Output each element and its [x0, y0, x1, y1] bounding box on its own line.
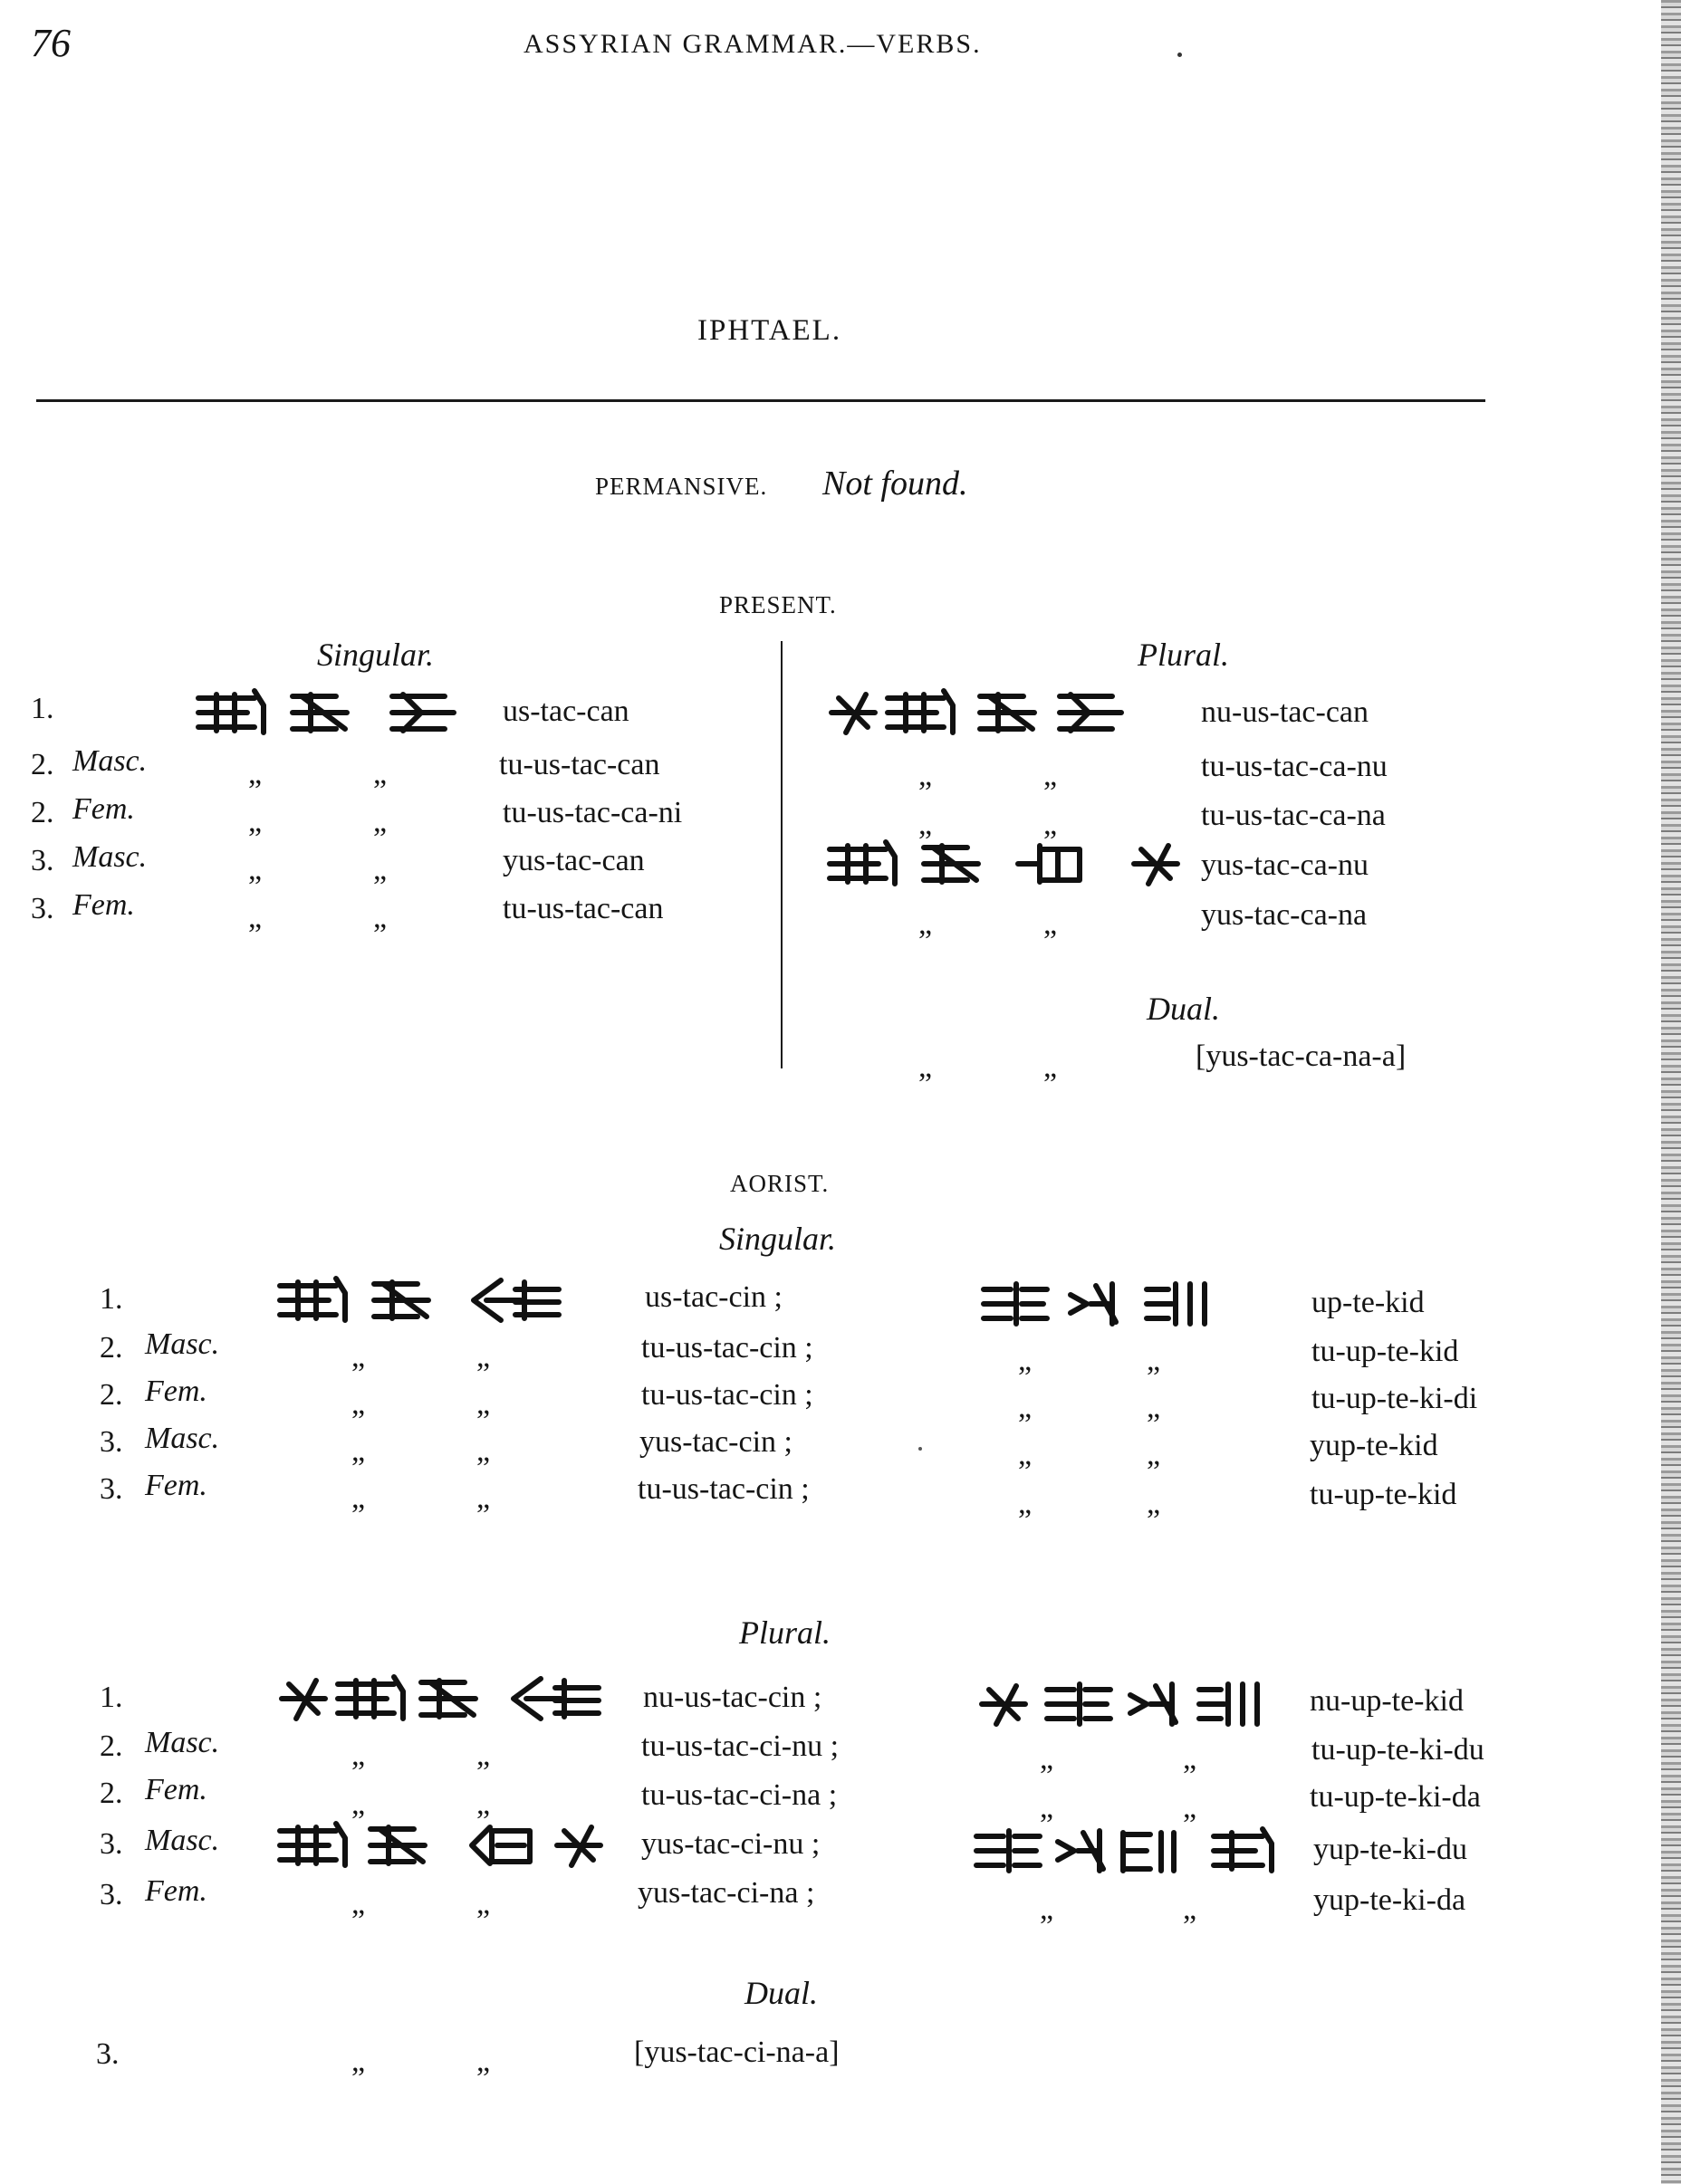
gender-label: Fem. [145, 1375, 207, 1408]
page-edge [1661, 0, 1681, 2184]
person-number: 2. [31, 748, 54, 781]
present-plural-heading: Plural. [1138, 637, 1230, 673]
ditto-mark: „ [476, 1481, 491, 1515]
page-speck [1177, 53, 1182, 57]
transliteration: us-tac-can [503, 694, 629, 728]
section-rule [36, 399, 1485, 402]
ditto-mark: „ [351, 1787, 366, 1821]
ditto-mark: „ [918, 808, 933, 841]
transliteration: tu-up-te-ki-du [1311, 1733, 1484, 1767]
transliteration: tu-us-tac-ca-ni [503, 796, 683, 829]
person-number: 3. [100, 1472, 123, 1506]
ditto-mark: „ [476, 1887, 491, 1921]
person-number: 3. [100, 1878, 123, 1911]
transliteration: yus-tac-can [503, 844, 645, 877]
person-number: 2. [31, 796, 54, 829]
ditto-mark: „ [373, 853, 388, 886]
ditto-mark: „ [248, 805, 263, 838]
aorist-dual-heading: Dual. [744, 1975, 818, 2011]
ditto-mark: „ [351, 1739, 366, 1772]
transliteration: yus-tac-ca-na [1201, 898, 1368, 932]
transliteration: tu-us-tac-ca-nu [1201, 750, 1388, 783]
gender-label: Masc. [72, 744, 148, 778]
ditto-mark: „ [1040, 1791, 1054, 1825]
ditto-mark: „ [1043, 1050, 1058, 1084]
transliteration: nu-us-tac-cin ; [643, 1681, 822, 1714]
transliteration: tu-us-tac-cin ; [641, 1378, 813, 1412]
ditto-mark: „ [918, 759, 933, 792]
ditto-mark: „ [918, 1050, 933, 1084]
cuneiform-signs [826, 837, 1188, 891]
transliteration: yup-te-ki-du [1313, 1833, 1467, 1866]
ditto-mark: „ [351, 1340, 366, 1374]
aorist-label: AORIST. [730, 1170, 830, 1197]
gender-label: Fem. [145, 1773, 207, 1806]
transliteration: us-tac-cin ; [645, 1280, 783, 1314]
transliteration: yus-tac-ca-nu [1201, 848, 1369, 882]
cuneiform-signs [976, 1677, 1275, 1731]
ditto-mark: „ [1147, 1391, 1161, 1424]
transliteration: tu-us-tac-ci-na ; [641, 1778, 838, 1812]
cuneiform-signs [276, 1273, 584, 1327]
permansive-label: PERMANSIVE. [595, 473, 768, 500]
ditto-mark: „ [1040, 1742, 1054, 1776]
ditto-mark: „ [476, 2045, 491, 2078]
gender-label: Masc. [145, 1422, 220, 1455]
transliteration: tu-us-tac-ci-nu ; [641, 1729, 840, 1763]
ditto-mark: „ [476, 1787, 491, 1821]
ditto-mark: „ [1018, 1391, 1033, 1424]
gender-label: Masc. [145, 1327, 220, 1361]
transliteration: yup-te-ki-da [1313, 1883, 1466, 1917]
transliteration: yup-te-kid [1310, 1429, 1438, 1462]
page-number: 76 [31, 21, 71, 65]
ditto-mark: „ [351, 1887, 366, 1921]
cuneiform-signs [826, 685, 1152, 740]
transliteration: tu-up-te-ki-di [1311, 1382, 1478, 1415]
ditto-mark: „ [351, 1434, 366, 1468]
ditto-mark: „ [351, 1387, 366, 1421]
ditto-mark: „ [476, 1387, 491, 1421]
ditto-mark: „ [248, 853, 263, 886]
ditto-mark: „ [918, 907, 933, 941]
ditto-mark: „ [1043, 907, 1058, 941]
ditto-mark: „ [1018, 1344, 1033, 1377]
ditto-mark: „ [1040, 1892, 1054, 1926]
transliteration: tu-us-tac-can [499, 748, 660, 781]
gender-label: Masc. [145, 1824, 220, 1857]
cuneiform-signs [980, 1277, 1225, 1331]
gender-label: Fem. [72, 888, 135, 922]
gender-label: Masc. [145, 1726, 220, 1759]
transliteration: [yus-tac-ci-na-a] [634, 2036, 840, 2069]
person-number: 2. [100, 1378, 123, 1412]
present-dual-heading: Dual. [1147, 991, 1220, 1027]
running-title: ASSYRIAN GRAMMAR.—VERBS. [524, 29, 982, 59]
present-singular-heading: Singular. [317, 637, 435, 673]
ditto-mark: „ [1183, 1892, 1197, 1926]
transliteration: [yus-tac-ca-na-a] [1196, 1039, 1407, 1073]
person-number: 2. [100, 1777, 123, 1810]
ditto-mark: „ [1147, 1487, 1161, 1520]
ditto-mark: „ [248, 901, 263, 934]
ditto-mark: „ [476, 1340, 491, 1374]
transliteration: tu-up-te-kid [1310, 1478, 1457, 1511]
transliteration: tu-us-tac-can [503, 892, 664, 925]
cuneiform-signs [973, 1824, 1299, 1878]
person-number: 3. [96, 2037, 120, 2071]
person-number: 3. [100, 1425, 123, 1459]
cuneiform-signs [195, 685, 466, 740]
transliteration: tu-us-tac-ca-na [1201, 799, 1386, 832]
transliteration: tu-up-te-kid [1311, 1335, 1459, 1368]
ditto-mark: „ [1043, 759, 1058, 792]
transliteration: yus-tac-ci-na ; [638, 1876, 815, 1910]
ditto-mark: „ [1183, 1742, 1197, 1776]
transliteration: tu-up-te-ki-da [1310, 1780, 1481, 1814]
transliteration: tu-us-tac-cin ; [638, 1472, 810, 1506]
ditto-mark: „ [373, 805, 388, 838]
present-label: PRESENT. [719, 591, 837, 618]
ditto-mark: „ [373, 901, 388, 934]
transliteration: nu-us-tac-can [1201, 695, 1369, 729]
person-number: 1. [100, 1681, 123, 1714]
ditto-mark: „ [1018, 1487, 1033, 1520]
ditto-mark: „ [476, 1434, 491, 1468]
person-number: 3. [31, 892, 54, 925]
cuneiform-signs [276, 1818, 611, 1873]
permansive-note: Not found. [822, 465, 968, 503]
aorist-plural-heading: Plural. [739, 1614, 831, 1651]
aorist-singular-heading: Singular. [719, 1221, 837, 1257]
section-title: IPHTAEL. [697, 314, 842, 347]
ditto-mark: „ [373, 757, 388, 790]
ditto-mark: „ [1147, 1438, 1161, 1471]
gender-label: Fem. [145, 1874, 207, 1908]
person-number: 2. [100, 1331, 123, 1365]
ditto-mark: „ [1147, 1344, 1161, 1377]
page-speck [918, 1447, 922, 1451]
person-number: 1. [31, 692, 54, 725]
ditto-mark: „ [1018, 1438, 1033, 1471]
ditto-mark: „ [1183, 1791, 1197, 1825]
ditto-mark: „ [351, 2045, 366, 2078]
person-number: 2. [100, 1729, 123, 1763]
person-number: 3. [100, 1827, 123, 1861]
person-number: 3. [31, 844, 54, 877]
transliteration: yus-tac-cin ; [639, 1425, 792, 1459]
ditto-mark: „ [351, 1481, 366, 1515]
person-number: 1. [100, 1282, 123, 1316]
gender-label: Masc. [72, 840, 148, 874]
ditto-mark: „ [1043, 808, 1058, 841]
cuneiform-signs [276, 1672, 620, 1726]
gender-label: Fem. [72, 792, 135, 826]
transliteration: tu-us-tac-cin ; [641, 1331, 813, 1365]
transliteration: nu-up-te-kid [1310, 1684, 1464, 1718]
ditto-mark: „ [248, 757, 263, 790]
transliteration: up-te-kid [1311, 1286, 1425, 1319]
column-divider [781, 641, 783, 1068]
transliteration: yus-tac-ci-nu ; [641, 1827, 821, 1861]
ditto-mark: „ [476, 1739, 491, 1772]
gender-label: Fem. [145, 1469, 207, 1502]
